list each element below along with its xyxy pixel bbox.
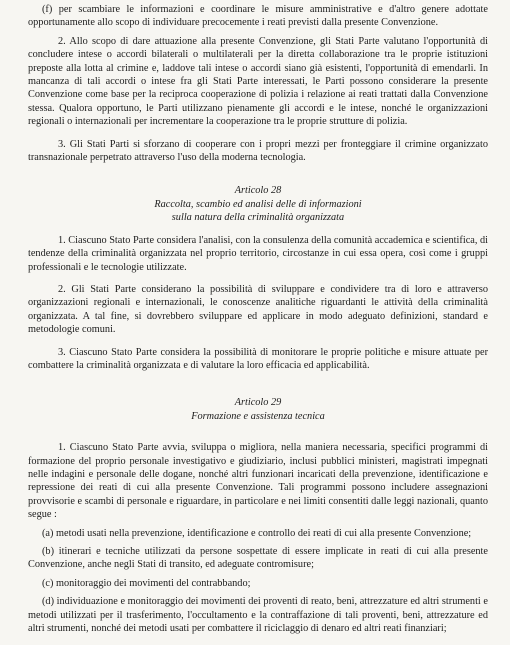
article-29-item-d: (d) individuazione e monitoraggio dei movimenti dei proventi di reato, beni, attrezzature ed altri strumenti e metodi utilizzati per il trasferimento, l'occultamento e la contraffazione di tali proventi, beni, attrezzature ed altri strumenti, nonché dei metodi usati per combattere il riciclaggio di denaro ed altri reati finanziari;: [28, 596, 488, 635]
article-29-item-a: (a) metodi usati nella prevenzione, identificazione e controllo dei reati di cui alla presente Convenzione;: [42, 527, 472, 539]
article-28-paragraph-2: 2. Gli Stati Parte considerano la possibilità di sviluppare e condividere tra di loro e attraverso organizzazioni regionali e internazionali, le conoscenze analitiche riguardanti le attività della criminalità organizzata. A tal fine, si dovrebbero sviluppare ed applicare in modo adeguato definizioni, standard e metodologie comuni.: [28, 283, 488, 336]
article-28-title-line2: sulla natura della criminalità organizzata: [171, 212, 345, 224]
article-29-title: Formazione e assistenza tecnica: [191, 410, 325, 422]
article-29-number: Articolo 29: [234, 397, 282, 409]
article-29-heading: [28, 396, 488, 423]
article-29-paragraph-1: 1. Ciascuno Stato Parte avvia, sviluppa o migliora, nella maniera necessaria, specifici programmi di formazione del proprio personale investigativo e giudiziario, inclusi pubblici ministeri, magistrati impegnati nelle indagini e personale delle dogane, nonché altri funzionari incaricati della prevenzione, identificazione e repressione dei reati di cui alla presente Convenzione. Tali programmi possono includere assegnazioni provvisorie e scambi di personale e riguardare, in particolare e nei limiti consentiti dalle leggi nazionali, quanto segue :: [28, 442, 488, 521]
article-28-paragraph-3: 3. Ciascuno Stato Parte considera la possibilità di monitorare le proprie politiche e misure attuate per combattere la criminalità organizzata e di valutare la loro efficacia ed applicabilità.: [28, 346, 488, 371]
article-29-item-c: (c) monitoraggio dei movimenti del contrabbando;: [42, 577, 251, 589]
article-28-number: Articolo 28: [234, 185, 282, 197]
item-f: (f) per scambiare le informazioni e coordinare le misure amministrative e d'altro genere adottate opportunamente allo scopo di individuare precocemente i reati previsti dalla presente Convenzione.: [28, 4, 488, 29]
paragraph-3: 3. Gli Stati Parti si sforzano di cooperare con i propri mezzi per fronteggiare il crimine organizzato transnazionale perpetrato attraverso l'uso della moderna tecnologia.: [28, 138, 488, 164]
article-28-paragraph-1: 1. Ciascuno Stato Parte considera l'analisi, con la consulenza della comunità accademica e scientifica, di tendenze della criminalità organizzata nel proprio territorio, circostanze in cui essa opera, così come i gruppi professionali e le tecnologie utilizzate.: [28, 234, 488, 273]
article-29-item-b: (b) itinerari e tecniche utilizzati da persone sospettate di essere implicate in reati di cui alla presente Convenzione, anche negli Stati di transito, ed adeguate contromisure;: [28, 546, 488, 571]
article-28-title-line1: Raccolta, scambio ed analisi delle di informazioni: [154, 198, 362, 210]
paragraph-2: 2. Allo scopo di dare attuazione alla presente Convenzione, gli Stati Parte valutano l'opportunità di concludere intese o accordi bilaterali o multilaterali per la diretta collaborazione tra le proprie istituzioni preposte alla lotta al crimine e, laddove tali intese o accordi siano già esistenti, l'opportunità di emendarli. In mancanza di tali accordi o intese fra gli Stati Parte interessati, le Parti possono considerare la presente Convenzione come base per la reciproca cooperazione di polizia i relazione ai reati trattati dalla Convenzione stessa. Qualora opportuno, le Parti utilizzano pienamente gli accordi e le intese, nonché le organizzazioni regionali o internazionali per incrementare la cooperazione tra le proprie strutture di polizia.: [28, 35, 488, 128]
article-28-heading: [28, 184, 488, 224]
